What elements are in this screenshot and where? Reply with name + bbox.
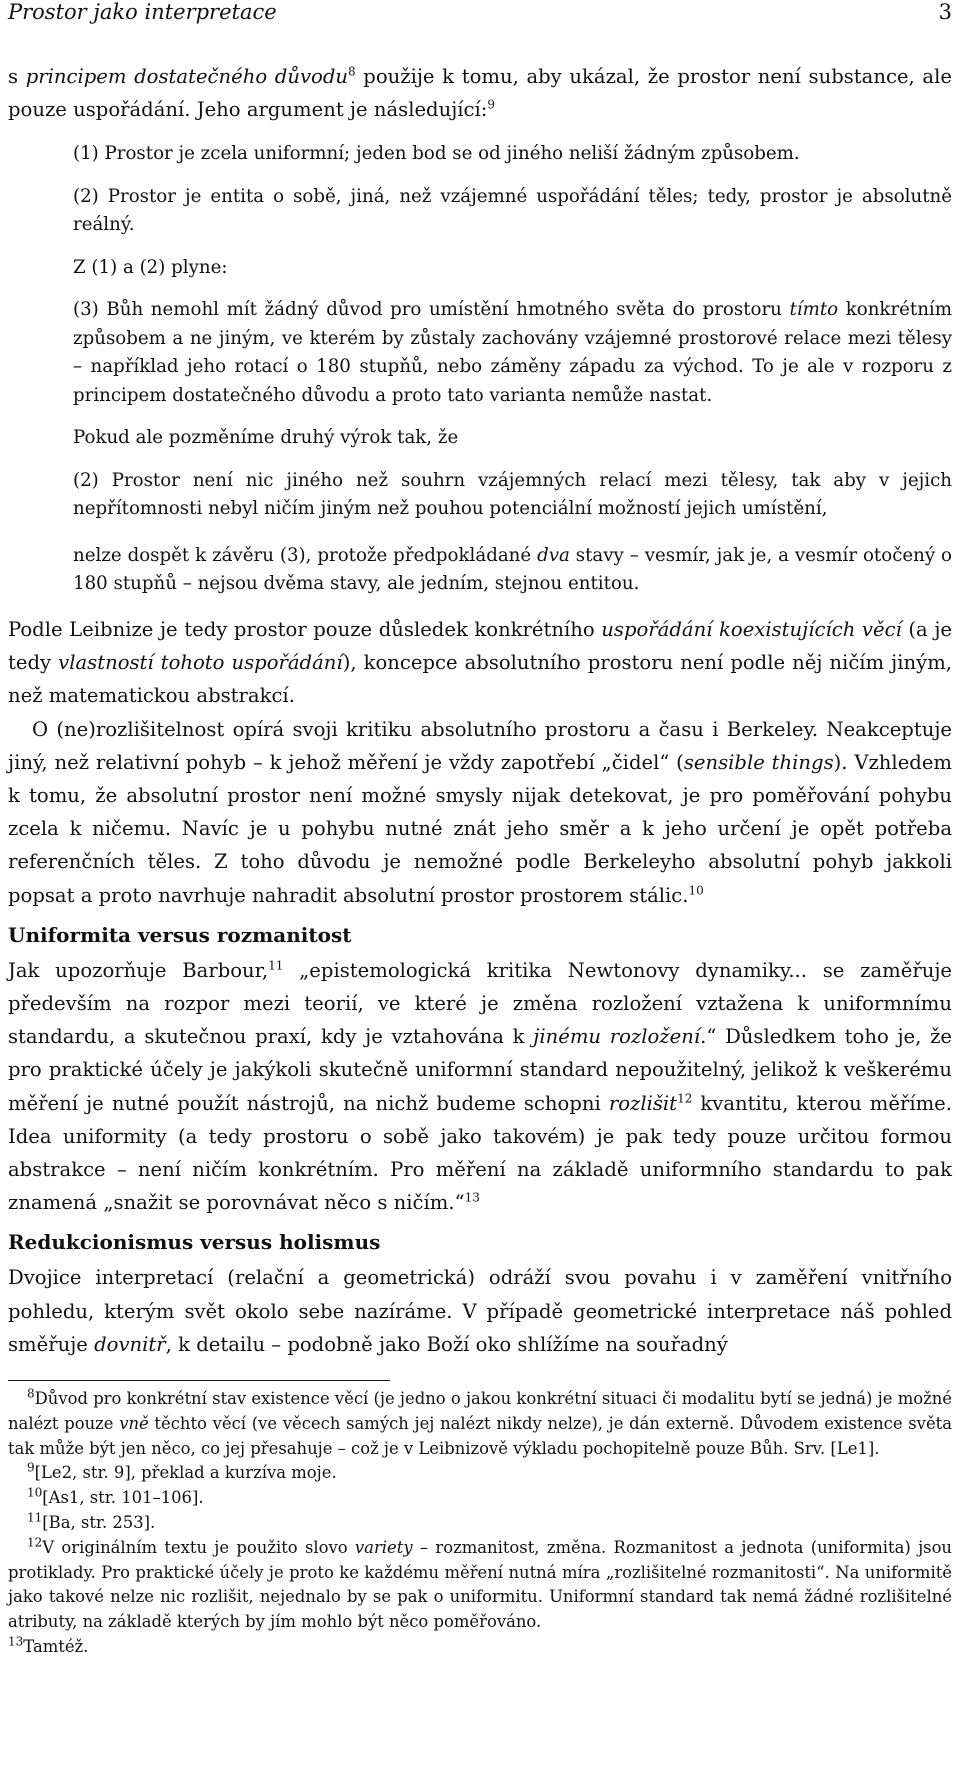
footnote-number: 11 bbox=[27, 1510, 43, 1525]
running-header bbox=[8, 0, 952, 30]
footnote-11 bbox=[8, 1511, 952, 1536]
text-run: Dvojice interpretací (relační a geometrická) odráží svou povahu i v zaměření vnitřního pohledu, kterým svět okolo sebe nazíráme. V případě geometrické interpretace náš pohled směřuje bbox=[8, 1266, 952, 1356]
text-run: konkrétním způsobem a ne jiným, ve kterém by zůstaly zachovány vzájemné prostorové relace mezi tělesy – například jeho rotací o 180 stupňů, nebo záměny západu za východ. To je ale v rozporu z principem dostatečného důvodu a proto tato varianta nemůže nastat. bbox=[73, 299, 952, 406]
paragraph-leibniz bbox=[8, 613, 952, 713]
quote-conclusion-3 bbox=[8, 296, 952, 410]
footnote-ref-11[interactable]: 11 bbox=[268, 958, 284, 973]
emphasis: principem dostatečného důvodu bbox=[25, 65, 348, 88]
footnote-number: 8 bbox=[27, 1386, 35, 1401]
text-run: „epistemologická kritika Newtonovy dynamiky... se zaměřuje především na rozpor mezi teorií, ve které je změna rozložení vztažena k uniformnímu standardu, a skutečnou praxí, kdy je vztahována k bbox=[8, 958, 952, 1049]
text-run: těchto věcí (ve věcech samých jej nalézt nikdy nelze), je dán externě. Důvodem existence světa tak může být jen něco, co jej přesahuje – což je v Leibnizově výkladu pochopitelně pouze Bůh. Srv. [Le1]. bbox=[8, 1413, 952, 1458]
paragraph-intro bbox=[8, 60, 952, 126]
footnote-ref-8[interactable]: 8 bbox=[348, 64, 356, 79]
quote-premise-2: (2) Prostor je entita o sobě, jiná, než vzájemné uspořádání těles; tedy, prostor je absolutně reálný. bbox=[73, 185, 952, 236]
text-run: [Le2, str. 9], překlad a kurzíva moje. bbox=[34, 1463, 337, 1483]
paragraph-reductionism bbox=[8, 1261, 952, 1361]
emphasis: tímto bbox=[789, 299, 839, 321]
text-run: použije k tomu, aby ukázal, že prostor není substance, ale pouze uspořádání. Jeho argument je následující: bbox=[8, 65, 952, 122]
text-run: stavy – vesmír, jak je, a vesmír otočený o 180 stupňů – nejsou dvěma stavy, ale jedním, stejnou entitou. bbox=[73, 544, 953, 595]
text-run: ). Vzhledem k tomu, že absolutní prostor není možné smysly nijak detekovat, je pro poměřování pohybu zcela k ničemu. Navíc je u pohybu nutné znát jeho směr a k jeho určení je opět potřeba referenčních těles. Z toho důvodu je nemožné podle Berkeleyho absolutní pohyb jakkoli popsat a proto navrhuje nahradit absolutní prostor prostorem stálic. bbox=[8, 750, 953, 907]
footnote-number: 12 bbox=[27, 1535, 43, 1550]
emphasis: jinému rozložení bbox=[533, 1025, 701, 1049]
text-run: ), koncepce absolutního prostoru není podle něj ničím jiným, než matematickou abstrakcí. bbox=[8, 651, 953, 708]
footnote-ref-10[interactable]: 10 bbox=[688, 883, 704, 897]
footnote-ref-13[interactable]: 13 bbox=[464, 1190, 480, 1205]
quote-inference: Z (1) a (2) plyne: bbox=[73, 256, 228, 278]
page-number: 3 bbox=[938, 0, 952, 24]
text-run: (3) Bůh nemohl mít žádný důvod pro umístění hmotného světa do prostoru bbox=[73, 299, 790, 321]
text-run: s bbox=[8, 65, 26, 88]
text-run: – rozmanitost, změna. Rozmanitost a jednota (uniformita) jsou protiklady. Pro praktické účely je proto ke každému měření nutná míra „rozlišitelné rozmanitosti“. Na uniformitě jako takové nelze nic rozlišit, nejednalo by se pak o uniformitu. Uniformní standard tak nemá žádné rozlišitelné atributy, na základě kterých by jím mohlo být něco poměřováno. bbox=[8, 1537, 952, 1632]
section-heading-reductionism: Redukcionismus versus holismus bbox=[8, 1230, 381, 1255]
footnote-rule bbox=[8, 1380, 390, 1381]
footnotes bbox=[8, 1387, 952, 1660]
text-run: nelze dospět k závěru (3), protože předpokládané bbox=[73, 544, 538, 566]
emphasis: variety bbox=[354, 1537, 413, 1557]
quote-premise-2-alt: (2) Prostor není nic jiného než souhrn vzájemných relací mezi tělesy, tak aby v jejich nepřítomnosti nebyl ničím jiným než pouhou potenciální možností jejich umístění, bbox=[73, 469, 952, 520]
text-run: .“ Důsledkem toho je, že pro praktické účely je jakýkoli skutečně uniformní standard nepoužitelný, jelikož k veškerému měření je nutné použít nástrojů, na nichž budeme schopni bbox=[8, 1025, 952, 1115]
section-heading-uniformity: Uniformita versus rozmanitost bbox=[8, 922, 352, 947]
emphasis: sensible things bbox=[683, 750, 834, 774]
footnote-9 bbox=[8, 1461, 952, 1486]
footnote-10 bbox=[8, 1486, 952, 1511]
text-run: kvantitu, kterou měříme. Idea uniformity (a tedy prostoru o sobě jako takovém) je pak tedy pouze určitou formou abstrakce – není ničím konkrétním. Pro měření na základě uniformního standardu to pak znamená „snažit se porovnávat něco s ničím.“ bbox=[8, 1091, 952, 1215]
footnote-number: 13 bbox=[8, 1634, 24, 1649]
text-run: (a je tedy bbox=[8, 617, 952, 675]
footnote-12 bbox=[8, 1536, 952, 1635]
text-run: [As1, str. 101–106]. bbox=[42, 1488, 204, 1508]
text-run: O (ne)rozlišitelnost opírá svoji kritiku absolutního prostoru a času i Berkeley. Neakceptuje jiný, než relativní pohyb – k jehož měření je vždy zapotřebí „čidel“ ( bbox=[8, 717, 952, 774]
emphasis: vlastností tohoto uspořádání bbox=[58, 651, 343, 675]
quote-premise-1: (1) Prostor je zcela uniformní; jeden bod se od jiného neliší žádným způsobem. bbox=[73, 143, 800, 165]
text-run: Podle Leibnize je tedy prostor pouze důsledek konkrétního bbox=[8, 617, 602, 641]
footnote-8 bbox=[8, 1387, 952, 1461]
running-title: Prostor jako interpretace bbox=[8, 0, 277, 24]
quote-modification: Pokud ale pozměníme druhý výrok tak, že bbox=[73, 427, 459, 449]
footnote-13 bbox=[8, 1635, 952, 1660]
footnote-number: 10 bbox=[27, 1485, 43, 1500]
text-run: V originálním textu je použito slovo bbox=[42, 1537, 355, 1557]
text-run: [Ba, str. 253]. bbox=[42, 1512, 156, 1532]
emphasis: dva bbox=[537, 544, 570, 566]
emphasis: dovnitř bbox=[94, 1332, 166, 1356]
text-run: Důvod pro konkrétní stav existence věcí (je jedno o jakou konkrétní situaci či modalitu bytí se jedná) je možné nalézt pouze bbox=[8, 1388, 952, 1433]
paragraph-barbour bbox=[8, 954, 952, 1220]
text-run: , k detailu – podobně jako Boží oko shlížíme na souřadný bbox=[165, 1332, 728, 1356]
emphasis: rozlišit bbox=[608, 1091, 678, 1115]
footnote-number: 9 bbox=[27, 1460, 35, 1475]
emphasis: uspořádání koexistujících věcí bbox=[601, 617, 902, 641]
text-run: Tamtéž. bbox=[23, 1636, 89, 1656]
text-run: Jak upozorňuje Barbour, bbox=[8, 958, 269, 982]
paragraph-berkeley bbox=[8, 713, 952, 912]
body-text bbox=[8, 60, 952, 1660]
footnote-ref-9[interactable]: 9 bbox=[487, 97, 496, 112]
footnote-ref-12[interactable]: 12 bbox=[677, 1091, 693, 1106]
emphasis: vně bbox=[119, 1413, 149, 1433]
quote-result bbox=[8, 542, 952, 599]
